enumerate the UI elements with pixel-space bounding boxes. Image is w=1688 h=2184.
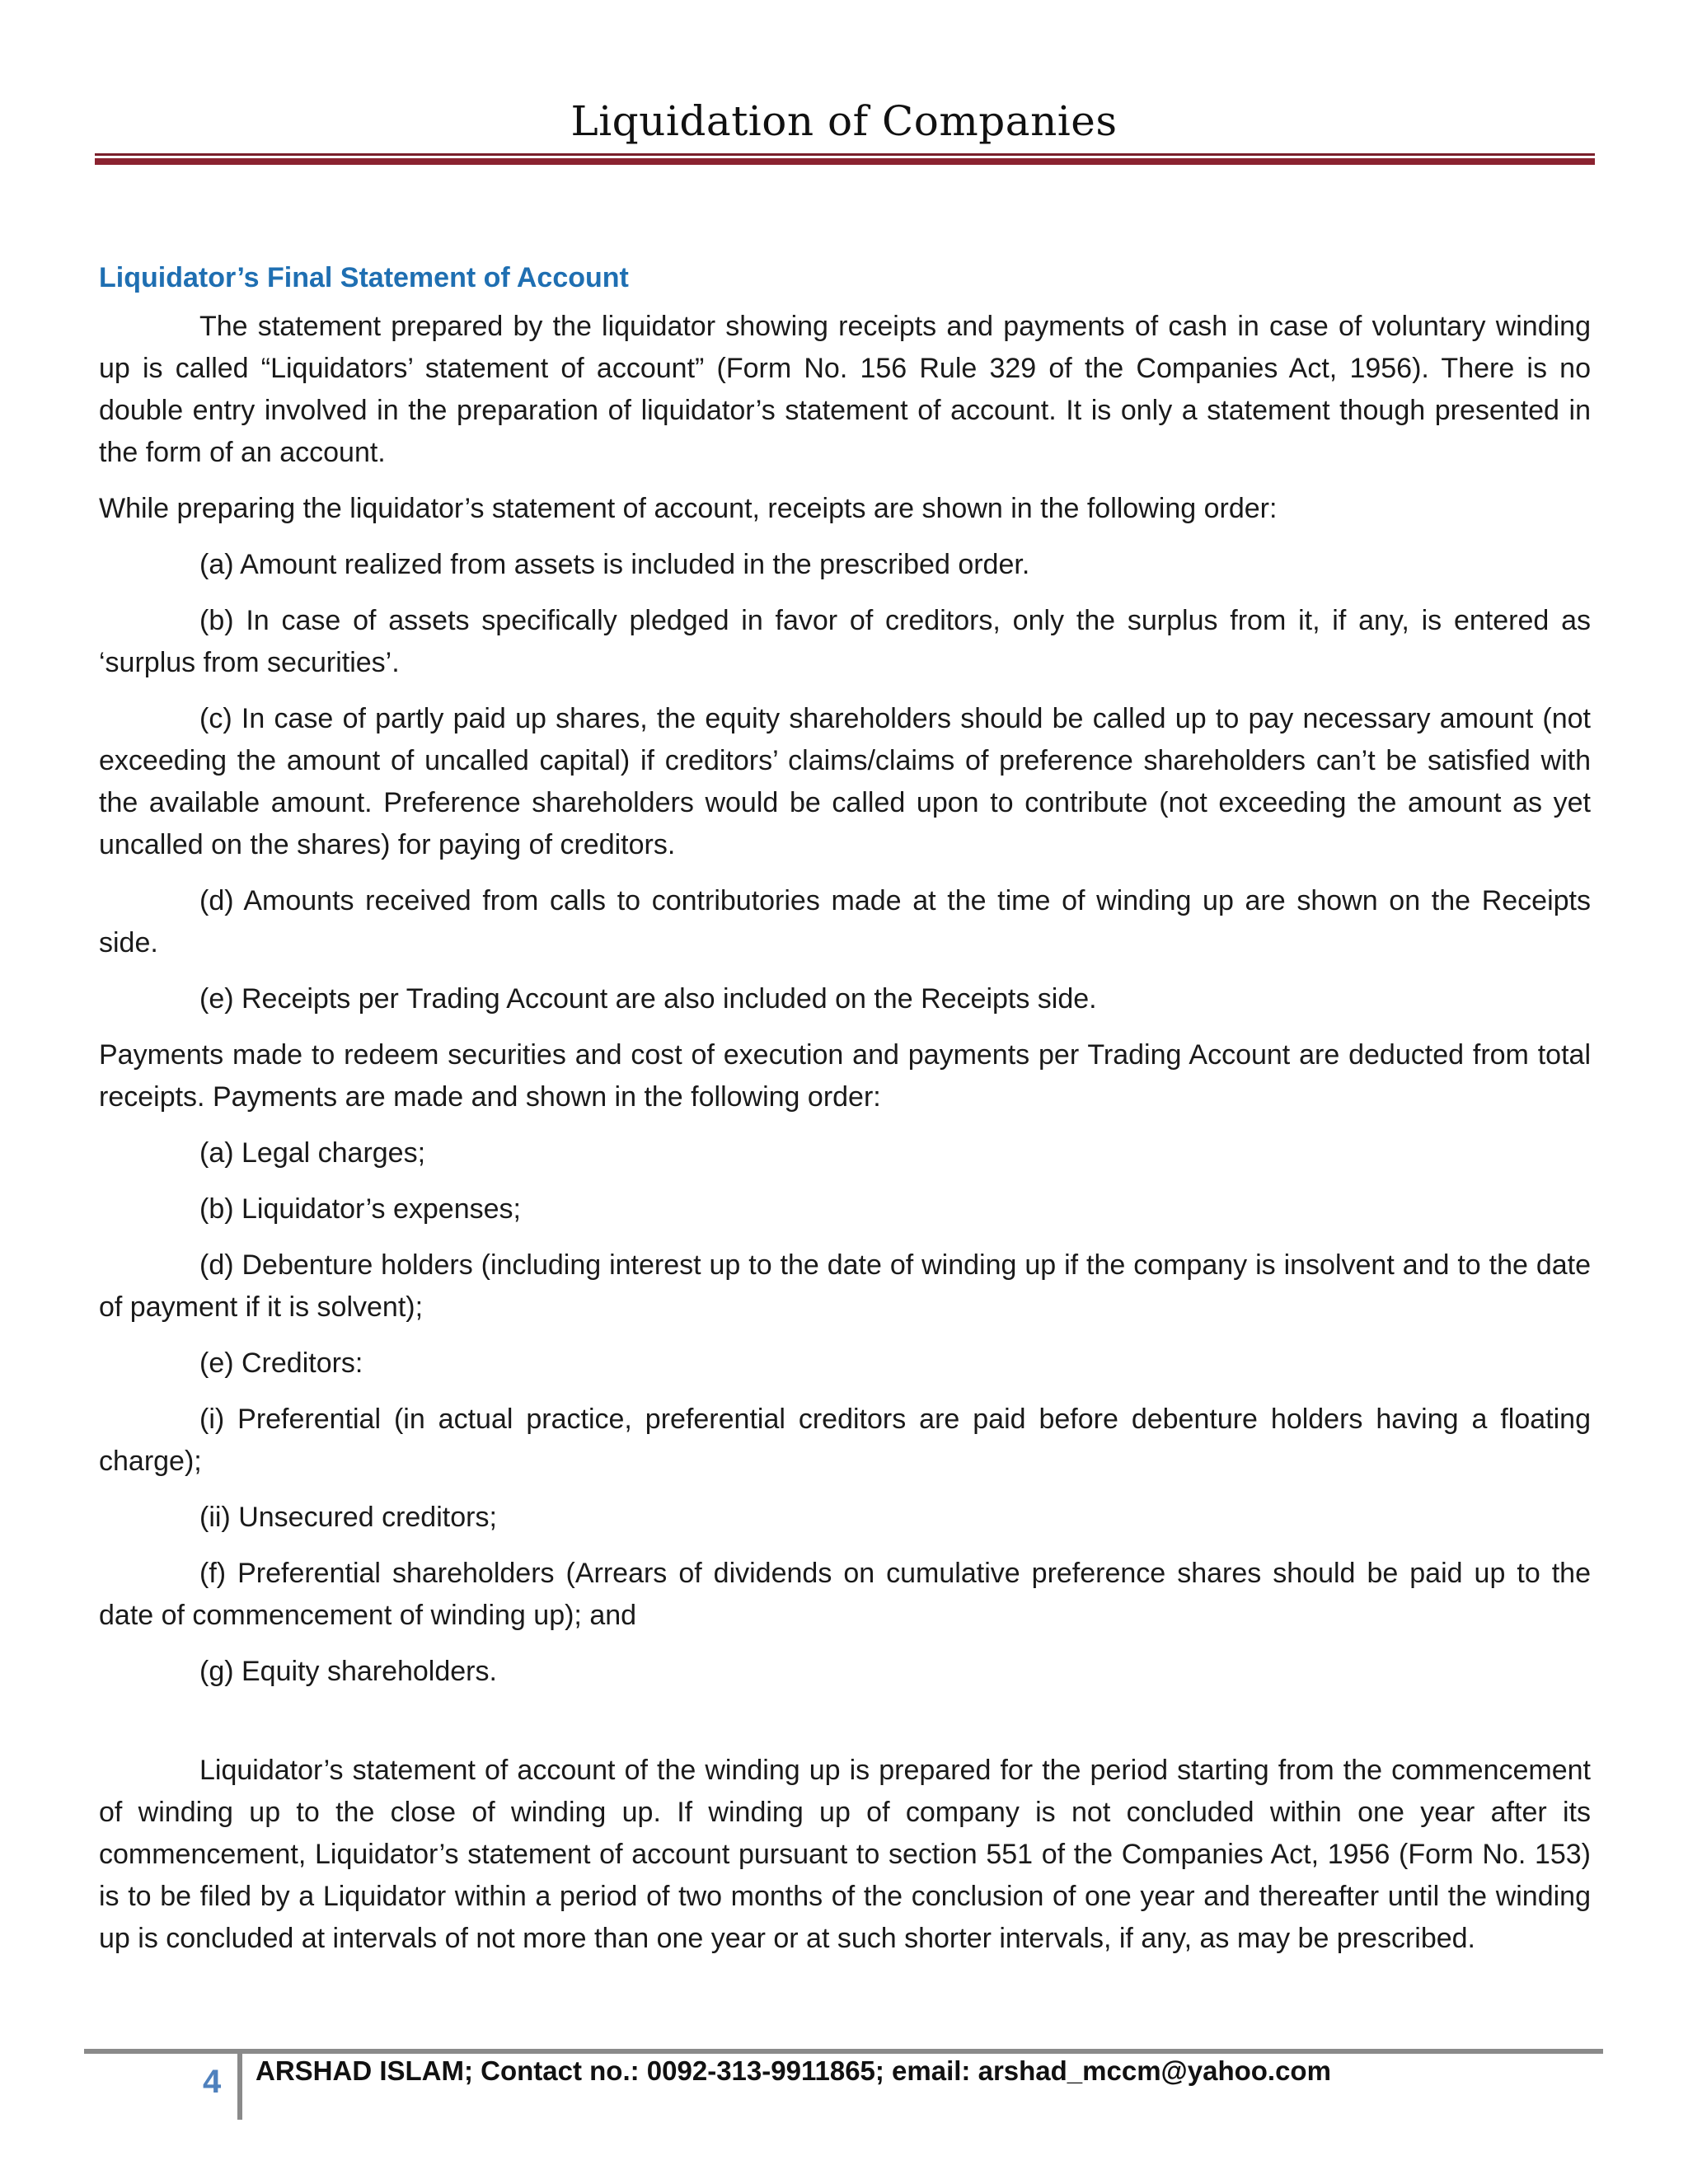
receipt-item-c: (c) In case of partly paid up shares, the equity shareholders should be called up to pay necessary amount (not exceeding the amount of uncalled capital) if creditors’ claims/claims of preference shareholders can’t be satisfied with the available amount. Preference shareholders would be called upon to contribute (not exceeding the amount as yet uncalled on the shares) for paying of creditors. xyxy=(99,703,1591,860)
footer-contact: ARSHAD ISLAM; Contact no.: 0092-313-9911865; email: arshad_mccm@yahoo.com xyxy=(256,2055,1331,2086)
payment-item-a: (a) Legal charges; xyxy=(199,1137,426,1169)
payments-order-intro: Payments made to redeem securities and cost of execution and payments per Trading Account are deducted from total receipts. Payments are made and shown in the following order: xyxy=(99,1039,1591,1113)
main-content xyxy=(99,257,1591,1974)
payment-item-e: (e) Creditors: xyxy=(199,1347,363,1379)
footer-divider xyxy=(237,2054,242,2120)
payment-item-b: (b) Liquidator’s expenses; xyxy=(199,1193,521,1225)
payment-item-e-i: (i) Preferential (in actual practice, preferential creditors are paid before debenture holders having a floating charge); xyxy=(99,1404,1591,1477)
closing-paragraph: Liquidator’s statement of account of the winding up is prepared for the period starting from the commencement of winding up to the close of winding up. If winding up of company is not concluded within one year after its commencement, Liquidator’s statement of account pursuant to section 551 of the Companies Act, 1956 (Form No. 153) is to be filed by a Liquidator within a period of two months of the conclusion of one year and thereafter until the winding up is concluded at intervals of not more than one year or at such shorter intervals, if any, as may be prescribed. xyxy=(99,1755,1591,1954)
section-heading: Liquidator’s Final Statement of Account xyxy=(99,262,629,293)
receipts-order-intro: While preparing the liquidator’s statement of account, receipts are shown in the following order: xyxy=(99,493,1278,524)
payment-item-f: (f) Preferential shareholders (Arrears of dividends on cumulative preference shares should be paid up to the date of commencement of winding up); and xyxy=(99,1558,1591,1631)
header-rule-thick xyxy=(95,158,1595,165)
footer-rule xyxy=(84,2049,1603,2054)
header-rule-thin xyxy=(95,153,1595,156)
receipt-item-e: (e) Receipts per Trading Account are also included on the Receipts side. xyxy=(199,983,1097,1015)
paragraph-spacer xyxy=(99,1707,1591,1750)
receipt-item-a: (a) Amount realized from assets is included in the prescribed order. xyxy=(199,549,1030,580)
intro-paragraph: The statement prepared by the liquidator showing receipts and payments of cash in case of voluntary winding up is called “Liquidators’ statement of account” (Form No. 156 Rule 329 of the Companies Act, 1956). There is no double entry involved in the preparation of liquidator’s statement of account. It is only a statement though presented in the form of an account. xyxy=(99,311,1591,468)
page-header-title: Liquidation of Companies xyxy=(570,97,1118,145)
page-number: 4 xyxy=(203,2064,222,2100)
payment-item-d: (d) Debenture holders (including interest up to the date of winding up if the company is insolvent and to the date of payment if it is solvent); xyxy=(99,1249,1591,1323)
payment-item-e-ii: (ii) Unsecured creditors; xyxy=(199,1502,497,1533)
header-rule xyxy=(95,153,1595,165)
receipt-item-d: (d) Amounts received from calls to contributories made at the time of winding up are shown on the Receipts side. xyxy=(99,885,1591,958)
receipt-item-b: (b) In case of assets specifically pledged in favor of creditors, only the surplus from it, if any, is entered as ‘surplus from securities’. xyxy=(99,605,1591,678)
payment-item-g: (g) Equity shareholders. xyxy=(199,1656,497,1687)
